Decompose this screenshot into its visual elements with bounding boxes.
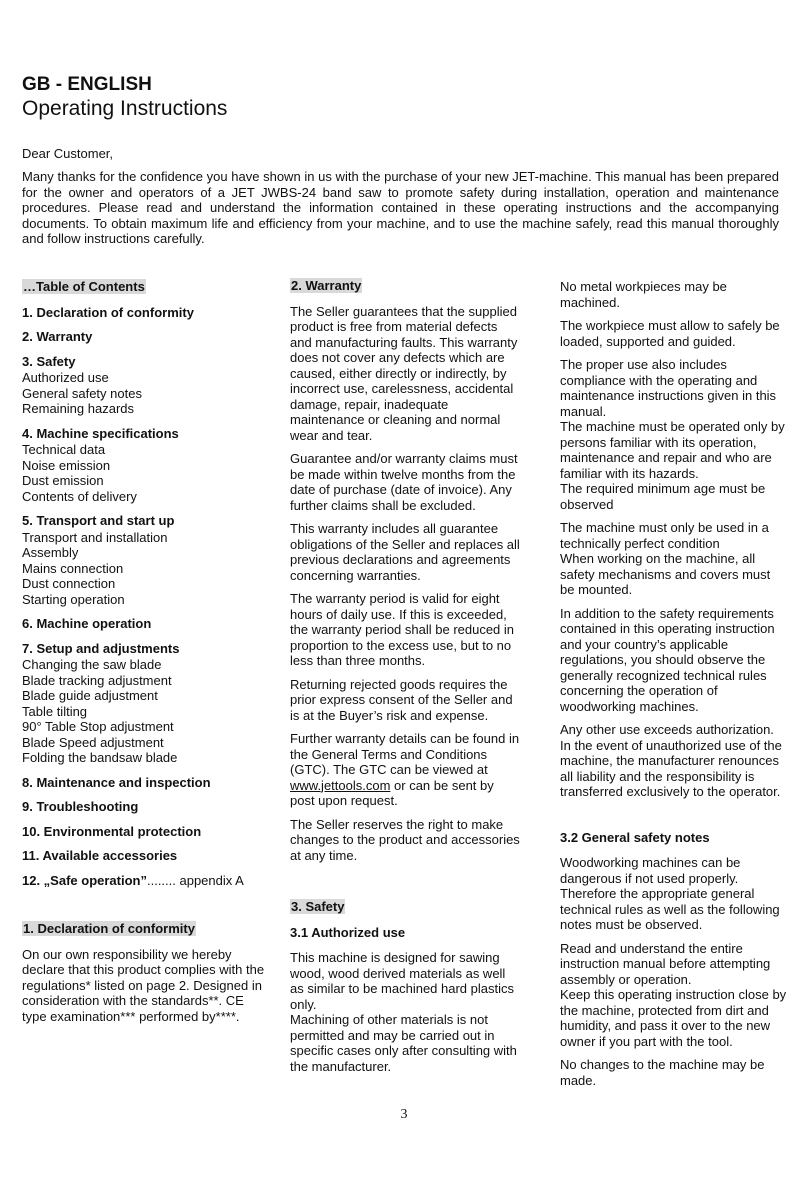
toc-subitem: Folding the bandsaw blade xyxy=(22,750,178,765)
warranty-paragraph: The warranty period is valid for eight hours of daily use. If this is exceeded, the warranty period shall be reduced in proportion to the excess use, but to no less than three months. xyxy=(290,591,515,668)
toc-subitem: Remaining hazards xyxy=(22,401,135,416)
column-left xyxy=(22,279,272,1032)
table-of-contents xyxy=(22,305,272,864)
general-safety-paragraph: No changes to the machine may be made. xyxy=(560,1057,765,1088)
toc-subitem: Blade guide adjustment xyxy=(22,688,158,703)
toc-item-page-ref: ........ appendix A xyxy=(146,872,244,888)
toc-group xyxy=(22,824,272,840)
toc-group xyxy=(22,641,272,766)
column-right xyxy=(560,279,788,1096)
warranty-paragraph: Guarantee and/or warranty claims must be made within twelve months from the date of purchase (date of invoice). Any further claims shall be excluded. xyxy=(290,451,518,513)
toc-group xyxy=(22,799,272,815)
general-safety-heading: 3.2 General safety notes xyxy=(560,829,710,845)
toc-subitem: Technical data xyxy=(22,442,106,457)
jettools-link[interactable]: www.jettools.com xyxy=(290,777,391,793)
declaration-text: On our own responsibility we hereby declare that this product complies with the regulations* listed on page 2. Designed in consideration with the standards**. CE type examination*** performed by****. xyxy=(22,946,265,1024)
safety-paragraph: Any other use exceeds authorization. In the event of unauthorized use of the machine, the manufacturer renounces all liability and the responsibility is transferred exclusively to the operator. xyxy=(560,722,782,799)
safety-heading: 3. Safety xyxy=(291,899,345,914)
safety-paragraph: The workpiece must allow to safely be loaded, supported and guided. xyxy=(560,318,780,349)
toc-group xyxy=(22,305,272,321)
toc-group xyxy=(22,329,272,345)
toc-item-title: 3. Safety xyxy=(22,353,76,369)
toc-subitem: Dust emission xyxy=(22,473,104,488)
document-title: Operating Instructions xyxy=(22,97,228,120)
warranty-heading: 2. Warranty xyxy=(291,278,362,293)
toc-subitem: Contents of delivery xyxy=(22,488,137,504)
toc-item-title: 5. Transport and start up xyxy=(22,513,175,528)
toc-item-title: 10. Environmental protection xyxy=(22,823,202,839)
toc-item-title: 11. Available accessories xyxy=(22,848,178,863)
language-heading: GB - ENGLISH xyxy=(22,74,152,95)
toc-subitem: Dust connection xyxy=(22,576,116,591)
toc-item-title: 4. Machine specifications xyxy=(22,425,179,441)
toc-subitem: Starting operation xyxy=(22,591,125,607)
toc-subitem: 90° Table Stop adjustment xyxy=(22,719,174,734)
page-number: 3 xyxy=(400,1107,408,1122)
declaration-heading: 1. Declaration of conformity xyxy=(23,921,195,936)
toc-item-title: 7. Setup and adjustments xyxy=(22,640,180,656)
toc-group xyxy=(22,426,272,505)
warranty-paragraph: The Seller reserves the right to make changes to the product and accessories at any time. xyxy=(290,816,520,863)
toc-item-title: 12. „Safe operation” xyxy=(22,872,147,888)
toc-group xyxy=(22,513,272,607)
column-middle xyxy=(290,278,520,1074)
toc-subitem: Table tilting xyxy=(22,703,88,719)
toc-subitem: Mains connection xyxy=(22,560,124,576)
toc-subitem: Authorized use xyxy=(22,370,109,385)
safety-paragraph: No metal workpieces may be machined. xyxy=(560,279,727,310)
toc-subitem: Changing the saw blade xyxy=(22,657,162,672)
toc-item-title: 9. Troubleshooting xyxy=(22,799,139,814)
authorized-use-paragraph: This machine is designed for sawing wood, wood derived materials as well as similar to be machined hard plastics only. Machining of other materials is not permitted and may be carried out in specific cases only after consulting with the manufacturer. xyxy=(290,950,517,1074)
safety-paragraph: In addition to the safety requirements contained in this operating instruction and your country’s applicable regulations, you should observe the generally recognized technical rules concerning the operation of woodworking machines. xyxy=(560,605,775,714)
general-safety-paragraph: Read and understand the entire instruction manual before attempting assembly or operation. Keep this operating instruction close by the machine, protected from dirt and humidity, and pass it over to the new owner if you part with the tool. xyxy=(560,940,787,1049)
greeting: Dear Customer, xyxy=(22,146,114,161)
toc-item-title: 8. Maintenance and inspection xyxy=(22,774,211,790)
toc-subitem: Noise emission xyxy=(22,457,111,473)
general-safety-paragraph: Woodworking machines can be dangerous if not used properly. Therefore the appropriate general technical rules as well as the following notes must be observed. xyxy=(560,855,780,932)
toc-item-safe-operation xyxy=(22,873,272,889)
safety-paragraph: The proper use also includes compliance with the operating and maintenance instructions given in this manual. The machine must be operated only by persons familiar with its operation, maintenance and repair and who are familiar with its hazards. The required minimum age must be observed xyxy=(560,357,785,512)
toc-group xyxy=(22,775,272,791)
toc-subitem: Transport and installation xyxy=(22,529,168,545)
safety-paragraph: The machine must only be used in a technically perfect condition When working on the machine, all safety mechanisms and covers must be mounted. xyxy=(560,520,771,597)
authorized-use-heading: 3.1 Authorized use xyxy=(290,924,406,940)
toc-subitem: Blade tracking adjustment xyxy=(22,672,172,688)
warranty-paragraph: Returning rejected goods requires the prior express consent of the Seller and is at the Buyer’s risk and expense. xyxy=(290,676,513,723)
toc-subitem: General safety notes xyxy=(22,385,142,401)
toc-group xyxy=(22,848,272,864)
toc-heading: …Table of Contents xyxy=(23,279,145,294)
toc-group xyxy=(22,354,272,417)
intro-paragraph: Many thanks for the confidence you have shown in us with the purchase of your new JET-machine. This manual has been prepared for the owner and operators of a JET JWBS-24 band saw to promote safety during installation, operation and maintenance procedures. Please read and understand the information contained in these operating instructions and the accompanying documents. To obtain maximum life and efficiency from your machine, and to use the machine safely, read this manual thoroughly and follow instructions carefully. xyxy=(22,169,779,246)
warranty-paragraph: The Seller guarantees that the supplied product is free from material defects and manufacturing faults. This warranty does not cover any defects which are caused, either directly or indirectly, by incorrect use, carelessness, accidental damage, repair, inadequate maintenance or cleaning and normal wear and tear. xyxy=(290,303,518,443)
toc-group xyxy=(22,616,272,632)
toc-item-title: 2. Warranty xyxy=(22,329,93,344)
toc-subitem: Assembly xyxy=(22,545,79,560)
warranty-paragraph: Further warranty details can be found in the General Terms and Conditions (GTC). The GTC can be viewed at www.jettools.com or can be sent by post upon request. xyxy=(290,731,520,808)
toc-item-title: 6. Machine operation xyxy=(22,616,152,631)
toc-item-title: 1. Declaration of conformity xyxy=(22,304,194,320)
toc-subitem: Blade Speed adjustment xyxy=(22,734,164,750)
warranty-paragraph: This warranty includes all guarantee obligations of the Seller and replaces all previous declarations and agreements concerning warranties. xyxy=(290,521,520,583)
